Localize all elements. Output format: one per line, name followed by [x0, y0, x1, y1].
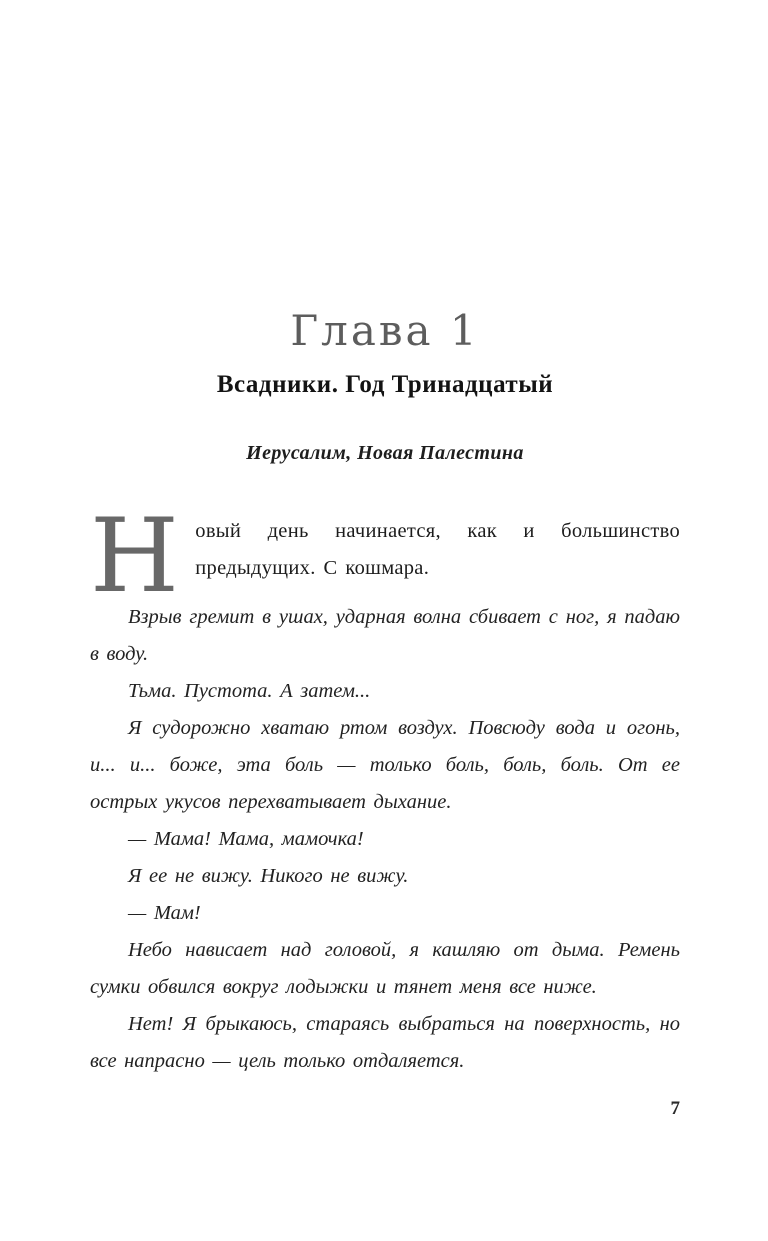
body-text	[90, 497, 680, 1080]
paragraph: Я судорожно хватаю ртом воздух. Повсюду вода и огонь, и... и... боже, эта боль — только боль, боль, боль. От ее острых укусов перехватывает дыхание.	[90, 717, 680, 814]
opening-text: овый день начинается, как и большинство предыдущих. С кошмара.	[195, 520, 680, 580]
paragraph: Тьма. Пустота. А затем...	[128, 680, 371, 703]
chapter-title: Всадники. Год Тринадцатый	[216, 371, 554, 399]
paragraph: Я ее не вижу. Никого не вижу.	[128, 865, 409, 888]
paragraph: Взрыв гремит в ушах, ударная волна сбивает с ног, я падаю в воду.	[90, 606, 680, 666]
paragraph: — Мама! Мама, мамочка!	[128, 828, 364, 851]
paragraph: — Мам!	[128, 902, 201, 925]
dropcap-letter: Н	[90, 497, 180, 617]
chapter-number: Глава 1	[290, 306, 480, 355]
page-footer	[90, 1098, 680, 1120]
paragraph-opening	[90, 497, 680, 617]
page-number: 7	[670, 1098, 680, 1120]
paragraph: Нет! Я брыкаюсь, стараясь выбраться на поверхность, но все напрасно — цель только отдаляется.	[90, 1013, 680, 1073]
chapter-location: Иерусалим, Новая Палестина	[246, 442, 524, 465]
chapter-header	[90, 308, 680, 465]
paragraph: Небо нависает над головой, я кашляю от дыма. Ремень сумки обвился вокруг лодыжки и тянет меня все ниже.	[90, 939, 680, 999]
